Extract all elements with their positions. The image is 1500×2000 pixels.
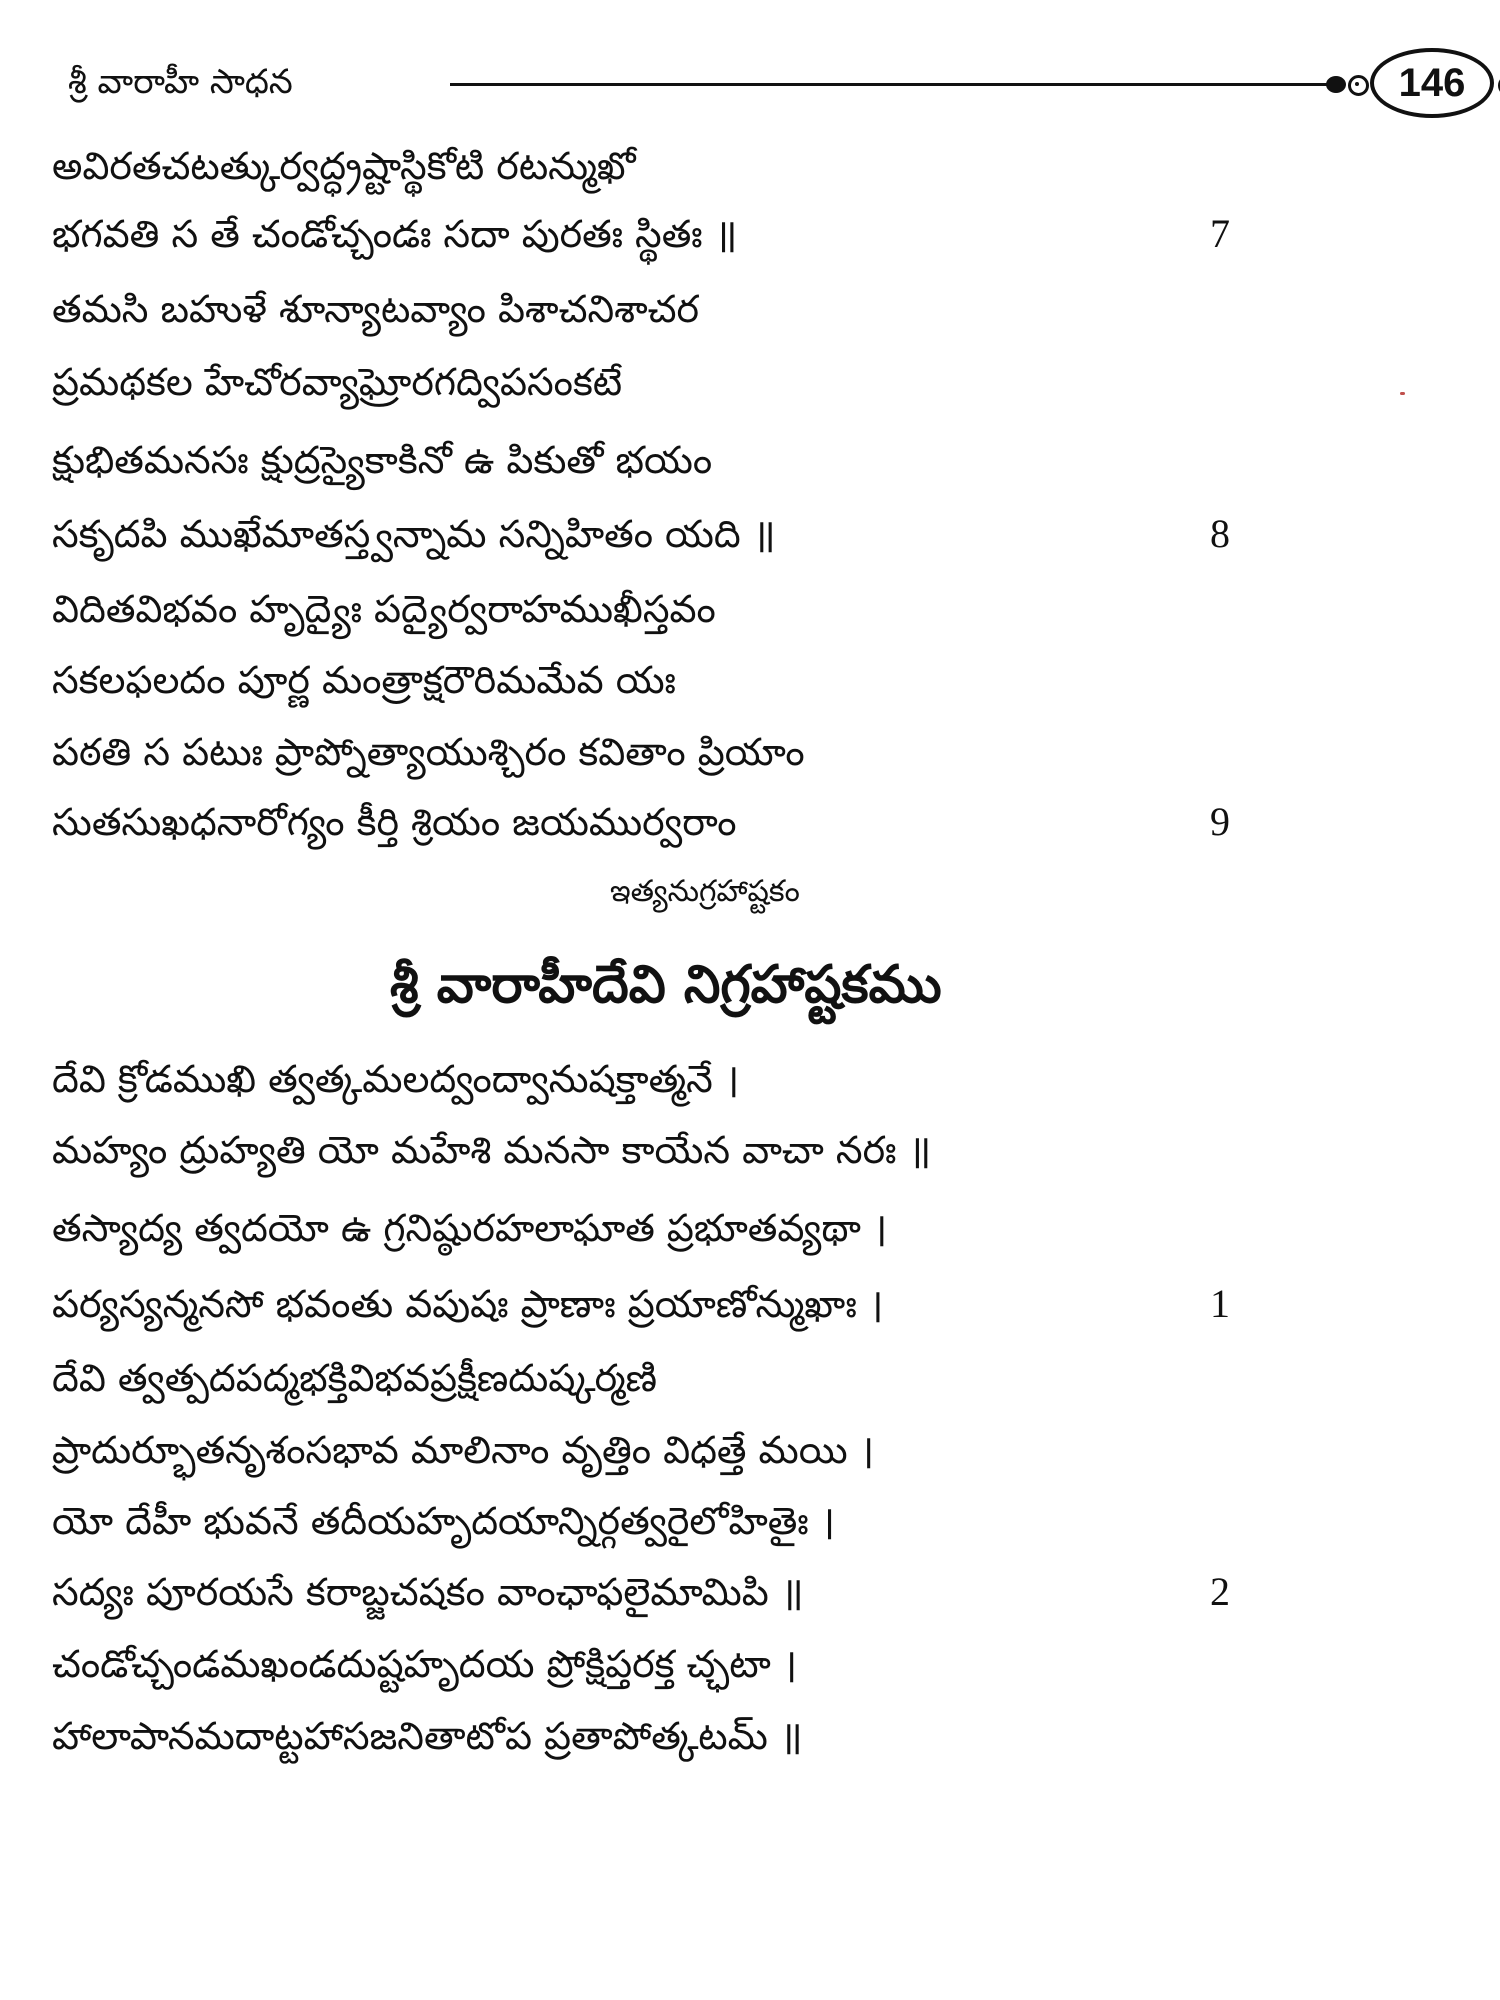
header-title: శ్రీ వారాహీ సాధన: [68, 62, 293, 102]
print-speck: [1400, 392, 1405, 395]
verse-line: తమసి బహుళే శూన్యాటవ్యాం పిశాచనిశాచర: [52, 287, 700, 331]
verse-line: ప్రాదుర్భూతనృశంసభావ మాలినాం వృత్తిం విధత్తే మయి ।: [52, 1428, 875, 1472]
verse-line: ప్రమథకల హేచోరవ్యాఘ్రోరగద్విపసంకటే: [52, 360, 623, 404]
verse-line: క్షుభితమనసః క్షుద్రస్యైకాకినో ఉ పికుతో భయం: [52, 438, 713, 482]
verse-line: దేవి క్రోడముఖి త్వత్కమలద్వంద్వానుషక్తాత్మనే ।: [52, 1057, 740, 1101]
colophon: ఇత్యనుగ్రహాష్టకం: [610, 874, 800, 909]
ornament-ring-center: [1355, 82, 1359, 86]
verse-line: సద్యః పూరయసే కరాబ్జచషకం వాంఛాఫలైమామిపి ॥: [52, 1570, 804, 1614]
header-rule: [450, 83, 1330, 86]
ornament-ring: [1348, 75, 1369, 96]
verse-number: 2: [1210, 1569, 1230, 1614]
verse-number: 7: [1210, 211, 1230, 256]
running-header: [50, 48, 1480, 118]
verse-number: 8: [1210, 511, 1230, 556]
verse-line: సుతసుఖధనారోగ్యం కీర్తి శ్రియం జయముర్వరాం: [52, 800, 737, 844]
section-title: శ్రీ వారాహీదేవి నిగ్రహాష్టకము: [390, 955, 942, 1015]
ornament-dot: [1326, 76, 1346, 93]
verse-line: యో దేహీ భువనే తదీయహృదయాన్నిర్గత్వరైలోహితైః ।: [52, 1499, 836, 1543]
verse-line: దేవి త్వత్పదపద్మభక్తివిభవప్రక్షీణదుష్కర్మణి: [52, 1356, 658, 1400]
verse-number: 1: [1210, 1281, 1230, 1326]
verse-line: మహ్యం ద్రుహ్యతి యో మహేశి మనసా కాయేన వాచా నరః ॥: [52, 1128, 932, 1172]
verse-line: పఠతి స పటుః ప్రాప్నోత్యాయుశ్చిరం కవితాం ప్రియాం: [52, 730, 805, 774]
verse-number: 9: [1210, 799, 1230, 844]
verse-line: హాలాపానమదాట్టహాసజనితాటోప ప్రతాపోత్కటమ్ ॥: [52, 1714, 803, 1758]
verse-line: భగవతి స తే చండోచ్చండః సదా పురతః స్థితః ॥: [52, 212, 738, 256]
verse-line: సకృదపి ముఖేమాతస్త్వన్నామ సన్నిహితం యది ॥: [52, 512, 776, 556]
verse-line: చండోచ్చండమఖండదుష్టహృదయ ప్రోక్షిప్తరక్త చ్ఛటా ।: [52, 1642, 798, 1686]
verse-line: అవిరతచటత్కుర్వద్ధ్రష్టాస్థికోటి రటన్ముఖో: [52, 144, 636, 188]
verse-line: పర్యస్యన్మనసో భవంతు వపుషః ప్రాణాః ప్రయాణోన్ముఖాః ।: [52, 1282, 884, 1326]
verse-line: విదితవిభవం హృద్యైః పద్యైర్వరాహముఖీస్తవం: [52, 587, 716, 631]
page-number: 146: [1370, 48, 1494, 118]
verse-line: తస్యాద్య త్వదయో ఉ గ్రనిష్ఠురహలాఘాత ప్రభూతవ్యథా ।: [52, 1206, 888, 1250]
verse-line: సకలఫలదం పూర్ణ మంత్రాక్షరౌరిమమేవ యః: [52, 658, 676, 702]
